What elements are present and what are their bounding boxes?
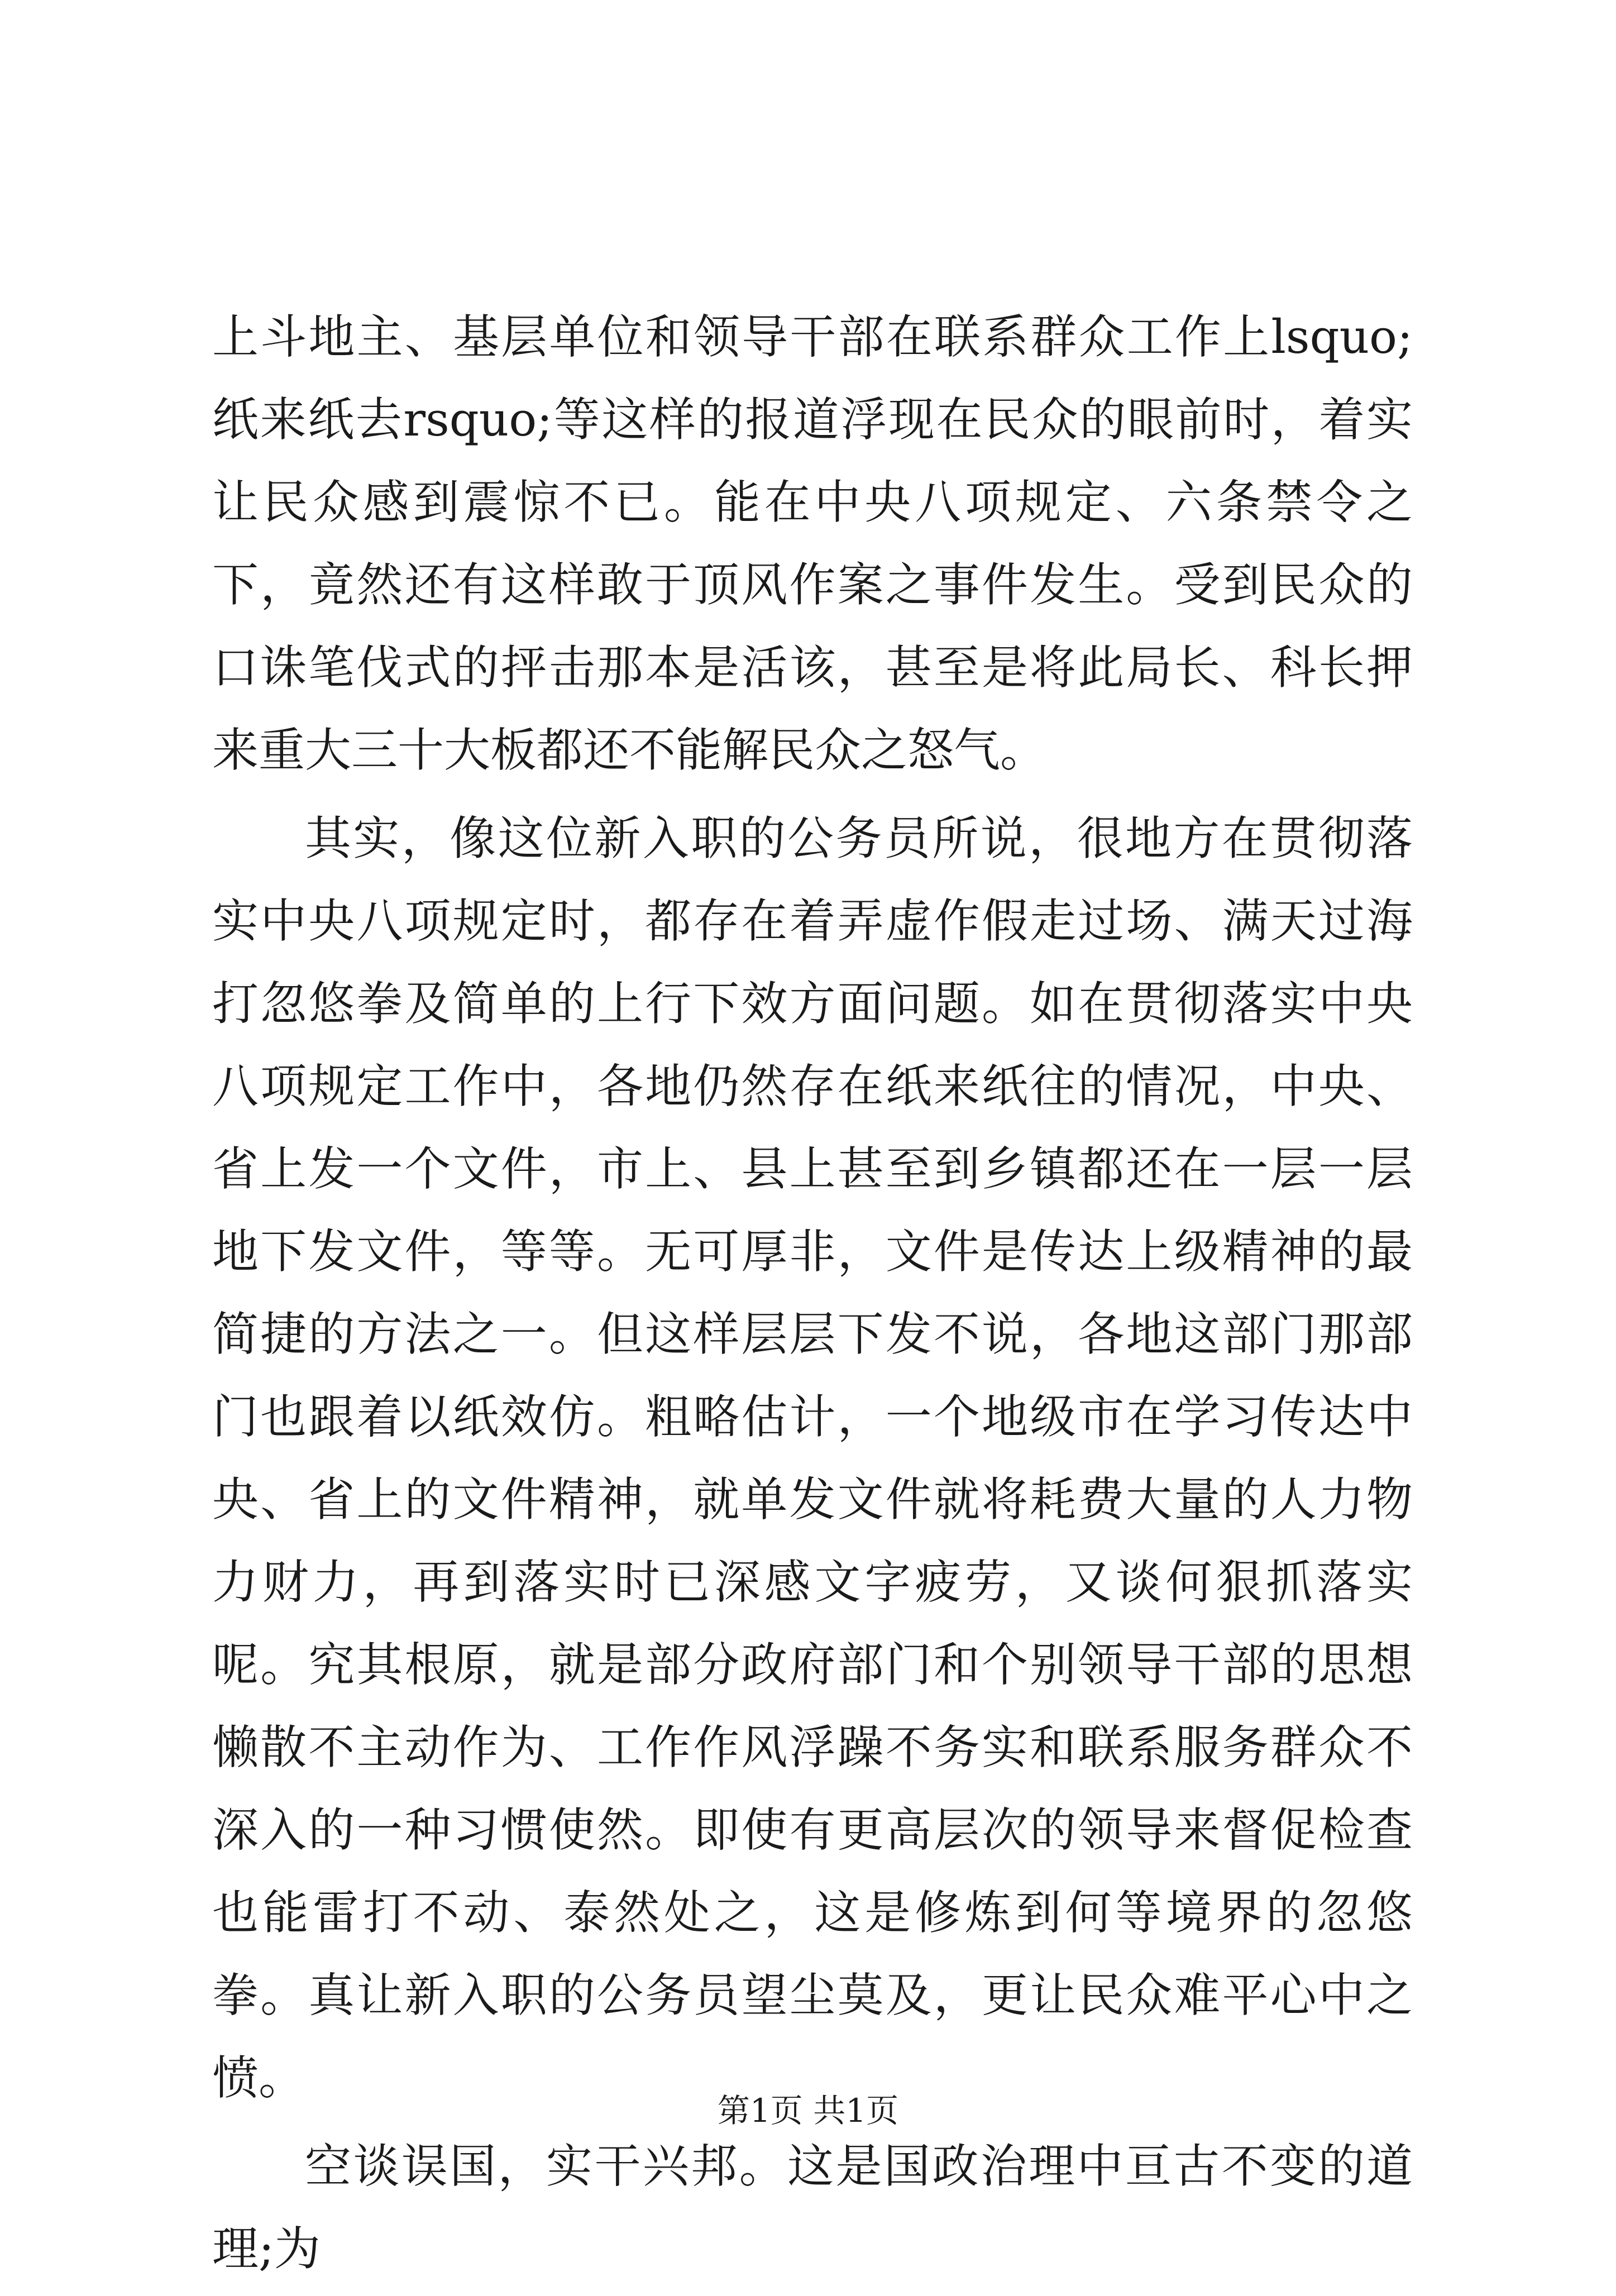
document-body <box>212 296 1413 2296</box>
paragraph-3: 空谈误国，实干兴邦。这是国政治理中亘古不变的道理;为 <box>212 2139 1413 2276</box>
paragraph-1: 上斗地主、基层单位和领导干部在联系群众工作上lsquo;纸来纸去rsquo;等这样的报道浮现在民众的眼前时，着实让民众感到震惊不已。能在中央八项规定、六条禁令之下，竟然还有这样敢于顶风作案之事件发生。受到民众的口诛笔伐式的抨击那本是活该，甚至是将此局长、科长押来重大三十大板都还不能解民众之怒气。 <box>212 310 1413 777</box>
page-footer: 第1页 共1页 <box>717 2092 899 2130</box>
paragraph-2: 其实，像这位新入职的公务员所说，很地方在贯彻落实中央八项规定时，都存在着弄虚作假走过场、满天过海打忽悠拳及简单的上行下效方面问题。如在贯彻落实中央八项规定工作中，各地仍然存在纸来纸往的情况，中央、省上发一个文件，市上、县上甚至到乡镇都还在一层一层地下发文件，等等。无可厚非，文件是传达上级精神的最简捷的方法之一。但这样层层下发不说，各地这部门那部门也跟着以纸效仿。粗略估计，一个地级市在学习传达中央、省上的文件精神，就单发文件就将耗费大量的人力物力财力，再到落实时已深感文字疲劳，又谈何狠抓落实呢。究其根原，就是部分政府部门和个别领导干部的思想懒散不主动作为、工作作风浮躁不务实和联系服务群众不深入的一种习惯使然。即使有更高层次的领导来督促检查也能雷打不动、泰然处之，这是修炼到何等境界的忽悠拳。真让新入职的公务员望尘莫及，更让民众难平心中之愤。 <box>212 811 1413 2105</box>
